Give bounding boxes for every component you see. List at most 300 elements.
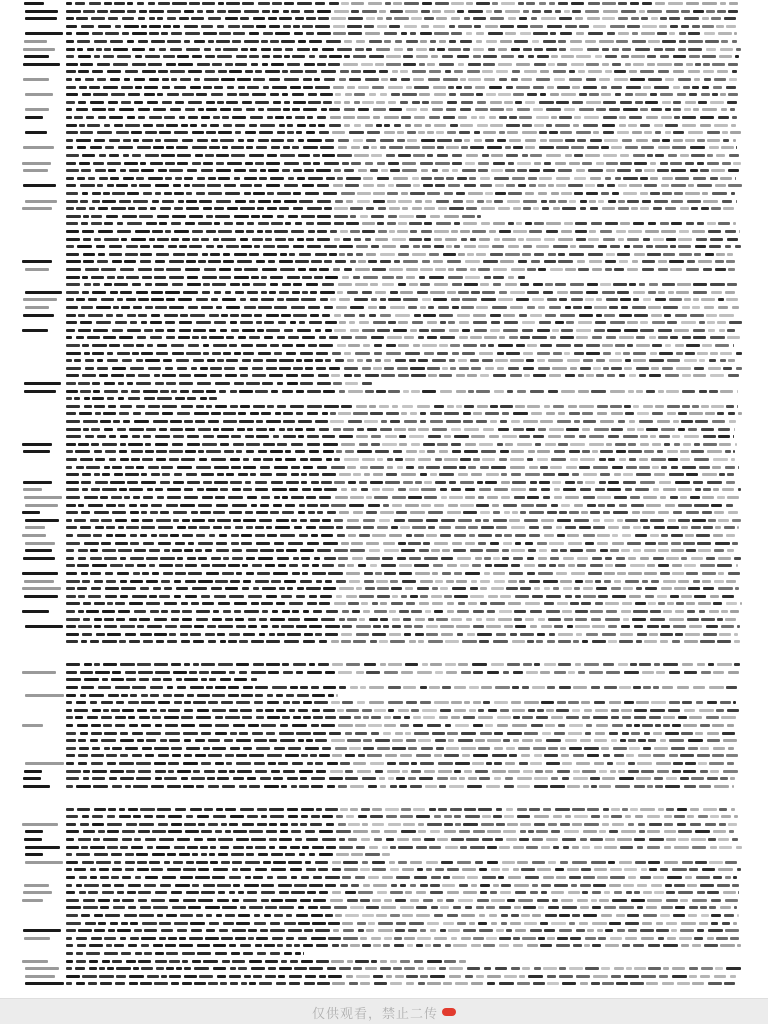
text-glyph [616,230,626,233]
text-glyph [581,701,590,704]
text-glyph [153,587,161,590]
text-glyph [546,108,561,111]
text-glyph [430,291,445,294]
text-glyph [625,359,631,362]
text-glyph [249,754,264,757]
text-glyph [576,329,591,332]
text-glyph [282,283,291,286]
text-glyph [212,747,226,750]
text-glyph [385,435,397,438]
text-glyph [478,268,490,271]
text-glyph [512,481,526,484]
text-glyph [501,55,514,58]
text-glyph [699,390,707,393]
text-glyph [681,10,690,13]
text-glyph [184,420,193,423]
text-glyph [426,633,438,636]
text-glyph [386,55,401,58]
text-glyph [588,169,603,172]
text-glyph [66,466,72,469]
text-glyph [470,146,484,149]
text-glyph [477,633,492,636]
text-glyph [701,405,709,408]
text-glyph [187,435,199,438]
text-glyph [115,716,126,719]
text-glyph [177,770,191,773]
text-glyph [384,116,399,119]
text-glyph [485,25,498,28]
text-glyph [574,420,580,423]
text-glyph [624,329,638,332]
text-glyph [601,86,607,89]
text-glyph [230,481,242,484]
text-glyph [203,207,212,210]
text-line [0,359,768,363]
text-glyph [99,374,108,377]
text-glyph [663,488,676,491]
text-glyph [569,162,580,165]
text-glyph [607,762,613,765]
text-glyph [372,86,384,89]
text-glyph [628,557,636,560]
text-glyph [410,32,416,35]
text-glyph [578,374,584,377]
text-glyph [213,116,220,119]
text-glyph [434,701,449,704]
text-glyph [580,488,591,491]
text-glyph [82,230,94,233]
text-glyph [384,671,398,674]
text-glyph [535,443,541,446]
text-glyph [456,268,467,271]
text-glyph [523,245,532,248]
text-glyph [307,602,317,605]
text-glyph [482,154,489,157]
text-glyph [329,124,341,127]
text-glyph [97,359,103,362]
text-glyph [481,222,490,225]
text-glyph [502,435,517,438]
text-glyph [554,78,565,81]
text-glyph [612,534,618,537]
text-glyph [510,306,523,309]
text-glyph [485,139,494,142]
text-glyph [343,428,354,431]
text-glyph [718,428,730,431]
text-glyph [269,78,280,81]
text-glyph [549,542,564,545]
text-glyph [161,154,175,157]
text-glyph [492,245,504,248]
text-glyph [481,686,492,689]
text-glyph [219,534,227,537]
text-glyph [658,542,668,545]
text-glyph [149,48,155,51]
text-glyph [234,678,247,681]
text-glyph [412,177,419,180]
text-glyph [636,344,650,347]
text-glyph [194,625,204,628]
text-glyph [691,557,703,560]
text-glyph [644,572,657,575]
text-glyph [523,352,533,355]
text-glyph [694,443,700,446]
text-glyph [343,63,358,66]
text-glyph [345,754,355,757]
text-glyph [245,131,256,134]
text-glyph [148,466,159,469]
text-glyph [650,709,665,712]
text-glyph [550,557,559,560]
text-glyph [614,268,624,271]
text-glyph [201,473,214,476]
text-glyph [532,336,547,339]
text-glyph [317,200,331,203]
text-glyph [532,686,545,689]
text-glyph [689,716,702,719]
text-glyph [476,390,490,393]
text-glyph [92,770,107,773]
text-glyph [125,473,139,476]
text-glyph [649,374,661,377]
text-glyph [90,701,97,704]
text-glyph [584,663,599,666]
text-glyph [384,40,391,43]
text-glyph [66,747,76,750]
text-glyph [198,580,213,583]
text-glyph [215,48,221,51]
text-glyph [92,192,101,195]
text-glyph [172,283,183,286]
text-glyph [403,618,411,621]
text-glyph [672,724,681,727]
text-glyph [199,671,209,674]
text-glyph [508,602,521,605]
text-glyph [718,298,724,301]
text-line [0,671,768,675]
text-glyph [240,184,252,187]
text-glyph [678,716,687,719]
text-glyph [603,101,616,104]
text-glyph [184,739,191,742]
text-glyph [307,542,319,545]
text-glyph [602,17,615,20]
text-glyph [213,344,227,347]
text-glyph [259,519,272,522]
text-glyph [234,169,246,172]
text-glyph [446,580,454,583]
text-glyph [706,557,715,560]
text-glyph [509,519,520,522]
text-glyph [454,70,463,73]
text-glyph [198,108,204,111]
text-glyph [484,276,491,279]
text-glyph [645,230,659,233]
margin-text [22,671,56,674]
text-glyph [656,762,671,765]
text-glyph [694,78,700,81]
text-glyph [327,511,336,514]
text-glyph [526,671,538,674]
text-glyph [98,207,108,210]
text-glyph [686,268,699,271]
text-glyph [604,686,617,689]
text-glyph [84,663,92,666]
text-glyph [618,184,627,187]
text-glyph [261,48,271,51]
text-glyph [108,694,119,697]
text-glyph [320,291,335,294]
text-glyph [66,207,74,210]
text-glyph [652,139,660,142]
text-glyph [129,602,143,605]
text-glyph [83,238,91,241]
text-glyph [377,329,390,332]
text-glyph [420,686,427,689]
text-glyph [157,17,163,20]
text-glyph [145,443,151,446]
text-glyph [493,374,506,377]
text-glyph [647,154,653,157]
text-glyph [544,587,550,590]
text-glyph [370,564,377,567]
text-glyph [78,754,88,757]
text-glyph [296,625,307,628]
text-glyph [479,352,493,355]
text-glyph [512,686,519,689]
text-glyph [669,701,680,704]
text-glyph [566,428,579,431]
text-glyph [310,519,320,522]
text-glyph [593,716,608,719]
text-glyph [353,762,366,765]
text-glyph [251,276,259,279]
text-glyph [680,207,689,210]
text-glyph [313,154,320,157]
text-glyph [673,511,682,514]
text-glyph [406,739,416,742]
text-glyph [332,131,345,134]
text-glyph [410,412,417,415]
text-glyph [146,428,156,431]
text-glyph [599,78,610,81]
text-glyph [202,496,213,499]
text-glyph [617,519,623,522]
text-glyph [523,200,537,203]
text-glyph [113,306,119,309]
text-glyph [98,686,111,689]
text-glyph [167,640,177,643]
text-glyph [552,481,561,484]
text-glyph [544,534,554,537]
text-glyph [534,48,543,51]
text-glyph [244,306,256,309]
text-glyph [397,466,403,469]
text-glyph [428,526,435,529]
text-glyph [623,352,630,355]
text-glyph [403,686,416,689]
text-glyph [576,336,588,339]
text-glyph [161,580,170,583]
text-glyph [593,519,600,522]
text-glyph [183,762,198,765]
text-glyph [667,602,674,605]
text-glyph [294,32,303,35]
text-glyph [66,48,75,51]
text-glyph [608,481,619,484]
text-glyph [293,169,302,172]
text-glyph [715,542,730,545]
text-glyph [666,238,676,241]
text-glyph [389,25,400,28]
text-glyph [670,496,678,499]
text-glyph [529,230,542,233]
text-glyph [150,686,163,689]
text-glyph [426,534,437,537]
text-glyph [278,762,288,765]
text-glyph [198,557,207,560]
text-glyph [597,184,604,187]
text-glyph [677,93,686,96]
text-glyph [642,260,655,263]
text-glyph [359,595,374,598]
text-glyph [350,549,365,552]
text-glyph [684,564,696,567]
text-glyph [475,557,482,560]
text-glyph [85,435,94,438]
text-glyph [506,154,518,157]
text-glyph [644,549,656,552]
text-glyph [451,428,461,431]
text-glyph [220,678,231,681]
text-glyph [110,40,123,43]
text-glyph [713,747,725,750]
text-glyph [658,390,664,393]
text-glyph [722,732,735,735]
text-glyph [293,314,307,317]
text-glyph [102,488,117,491]
text-glyph [636,367,649,370]
text-glyph [192,587,207,590]
text-glyph [129,169,139,172]
text-glyph [434,610,443,613]
margin-text [22,443,52,446]
text-glyph [205,633,215,636]
text-glyph [206,10,214,13]
text-glyph [631,207,638,210]
text-glyph [564,618,573,621]
text-glyph [635,602,646,605]
text-glyph [497,716,511,719]
text-glyph [282,70,288,73]
text-glyph [302,572,308,575]
text-glyph [128,716,135,719]
text-glyph [167,10,181,13]
text-glyph [537,450,550,453]
text-glyph [295,450,305,453]
text-glyph [332,754,342,757]
text-glyph [553,587,559,590]
text-glyph [558,724,565,727]
text-glyph [242,716,252,719]
text-glyph [177,466,192,469]
text-glyph [235,200,246,203]
text-glyph [588,2,600,5]
text-glyph [174,580,181,583]
text-glyph [708,230,721,233]
text-glyph [593,367,601,370]
text-line [0,10,768,14]
text-glyph [661,625,670,628]
text-glyph [605,268,612,271]
text-glyph [553,405,564,408]
text-glyph [480,580,490,583]
text-glyph [126,770,135,773]
text-glyph [505,762,515,765]
text-glyph [351,488,357,491]
text-glyph [685,352,695,355]
text-glyph [383,732,391,735]
text-glyph [274,747,285,750]
text-glyph [66,526,77,529]
text-glyph [312,48,318,51]
text-glyph [404,2,419,5]
margin-text [25,131,47,134]
text-line [0,222,768,226]
text-glyph [554,625,563,628]
text-glyph [66,276,80,279]
text-glyph [476,253,486,256]
text-line [0,610,768,614]
text-glyph [289,488,298,491]
text-glyph [319,602,330,605]
text-glyph [685,762,696,765]
text-glyph [346,526,361,529]
text-glyph [148,405,160,408]
text-glyph [408,747,417,750]
text-glyph [296,412,303,415]
text-glyph [655,405,664,408]
text-glyph [569,412,580,415]
text-line [0,55,768,59]
text-glyph [718,32,732,35]
text-glyph [549,306,561,309]
text-glyph [472,564,481,567]
text-glyph [324,207,332,210]
text-glyph [105,587,119,590]
text-glyph [394,519,405,522]
text-glyph [357,359,363,362]
text-glyph [623,108,638,111]
text-glyph [338,283,352,286]
text-glyph [270,177,284,180]
text-glyph [304,169,314,172]
text-glyph [211,458,226,461]
text-glyph [688,184,694,187]
text-glyph [603,131,614,134]
text-glyph [687,618,699,621]
text-glyph [211,139,218,142]
text-glyph [286,352,296,355]
text-glyph [710,374,724,377]
text-glyph [269,291,276,294]
text-glyph [306,587,321,590]
text-glyph [287,276,300,279]
text-line [0,344,768,348]
text-glyph [645,542,656,545]
text-glyph [283,412,293,415]
text-glyph [661,534,668,537]
